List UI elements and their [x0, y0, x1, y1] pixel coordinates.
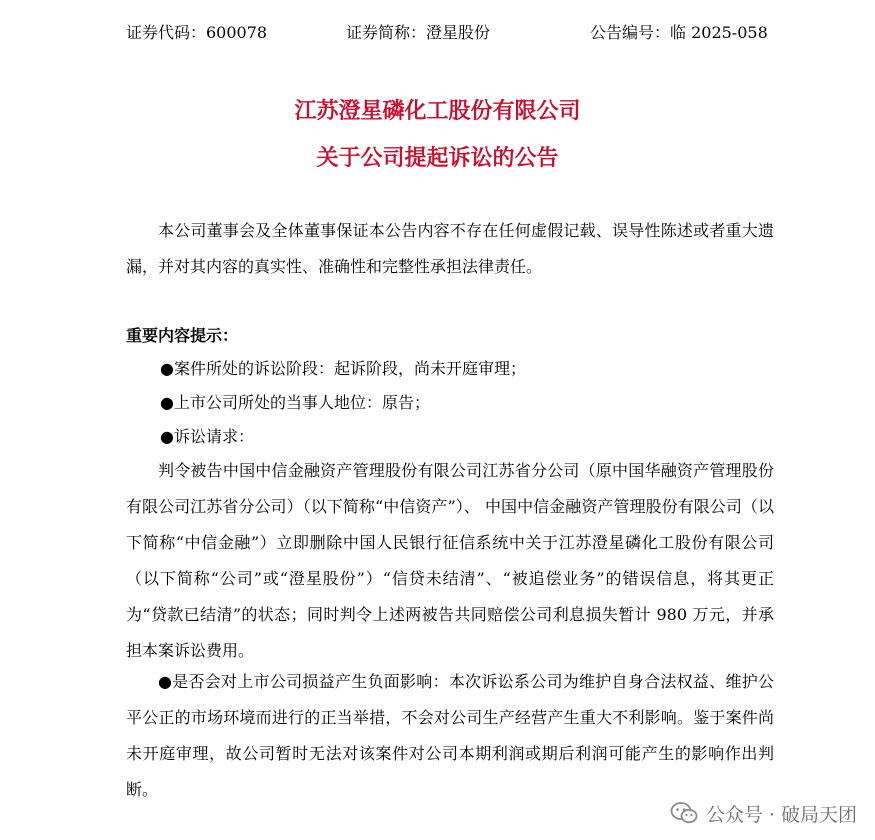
- announcement-title: 关于公司提起诉讼的公告: [316, 145, 559, 171]
- security-code: 证券代码：600078: [126, 23, 268, 42]
- announcement-number: 公告编号：临 2025-058: [590, 23, 768, 42]
- party-role-item: ●上市公司所处的当事人地位：原告；: [160, 393, 430, 412]
- watermark: [670, 798, 857, 828]
- claims-paragraph: 判令被告中国中信金融资产管理股份有限公司江苏省分公司（原中国华融资产管理股份有限公司江苏省分公司）（以下简称“中信资产”）、 中国中信金融资产管理股份有限公司（以下简称“中信金融”）立即删除中国人民银行征信系统中关于江苏澄星磷化工股份有限公司（以下简称“公司”或“澄星股份”）“信贷未结清”、“被追偿业务”的错误信息，将其更正为“贷款已结清”的状态；同时判令上述两被告共同赔偿公司利息损失暂计 980 万元，并承担本案诉讼费用。: [126, 461, 774, 660]
- security-abbreviation: 证券简称：澄星股份: [346, 23, 491, 42]
- claims-label-item: ●诉讼请求：: [160, 427, 254, 446]
- watermark-text: 公众号 · 破局天团: [705, 803, 857, 826]
- wechat-icon: [670, 801, 698, 825]
- header-line: [0, 20, 875, 44]
- key-points-heading: 重要内容提示：: [126, 326, 239, 345]
- litigation-stage-item: ●案件所处的诉讼阶段：起诉阶段，尚未开庭审理；: [160, 359, 526, 378]
- impact-paragraph: ●是否会对上市公司损益产生负面影响：本次诉讼系公司为维护自身合法权益、维护公平公正的市场环境而进行的正当举措，不会对公司生产经营产生重大不利影响。鉴于案件尚未开庭审理，故公司暂时无法对该案件对公司本期利润或期后利润可能产生的影响作出判断。: [126, 672, 774, 799]
- company-name-title: 江苏澄星磷化工股份有限公司: [294, 98, 581, 124]
- board-declaration: 本公司董事会及全体董事保证本公告内容不存在任何虚假记载、误导性陈述或者重大遗漏，并对其内容的真实性、准确性和完整性承担法律责任。: [126, 221, 774, 276]
